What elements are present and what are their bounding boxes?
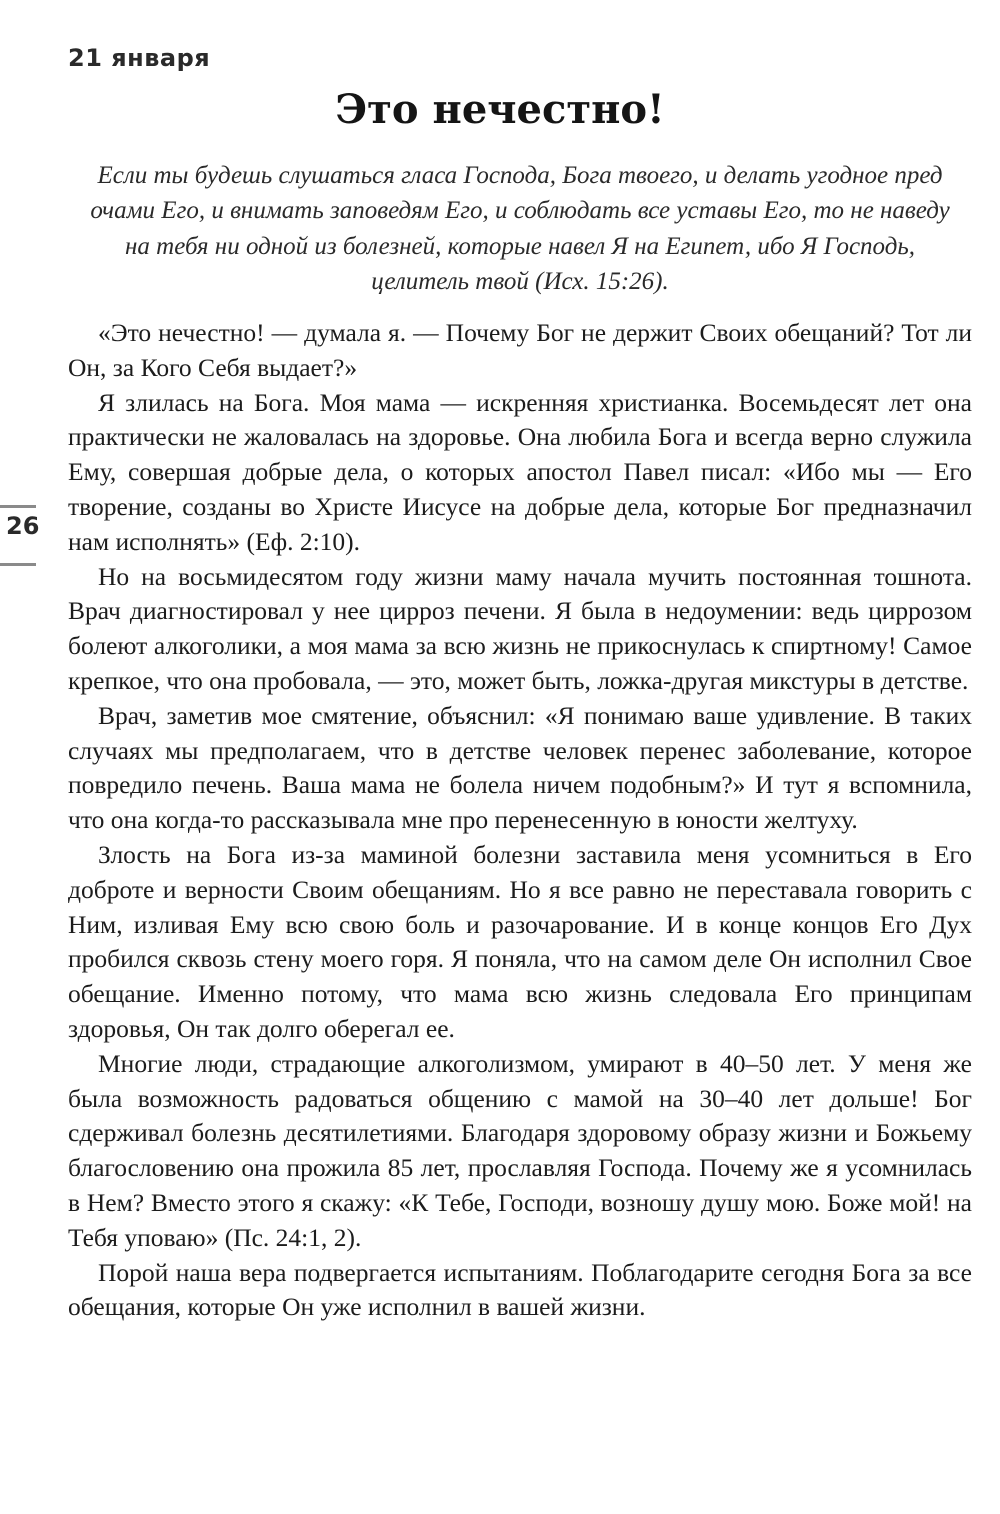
page-number-rule-top	[0, 505, 36, 508]
paragraph: Но на восьмидесятом году жизни маму начала мучить постоянная тошнота. Врач диагностировал у нее цирроз печени. Я была в недоумении: ведь циррозом болеют алкоголики, а моя мама за всю жизнь не прикоснулась к спиртному! Самое крепкое, что она пробовала, — это, может быть, ложка-другая микстуры в детстве.	[68, 561, 972, 695]
paragraph: Я злилась на Бога. Моя мама — искренняя христианка. Восемьдесят лет она практически не жаловалась на здоровье. Она любила Бога и всегда верно служила Ему, совершая добрые дела, о которых апостол Павел писал: «Ибо мы — Его творение, созданы во Христе Иисусе на добрые дела, которые Бог предназначил нам исполнять» (Еф. 2:10).	[68, 387, 972, 556]
paragraph: «Это нечестно! — думала я. — Почему Бог не держит Своих обещаний? Тот ли Он, за Кого Себя выдает?»	[68, 318, 972, 382]
paragraph: Порой наша вера подвергается испытаниям. Поблагодарите сегодня Бога за все обещания, которые Он уже исполнил в вашей жизни.	[68, 1257, 972, 1322]
article-body	[68, 316, 972, 1325]
page-number-rule-bottom	[0, 563, 36, 566]
paragraph: Злость на Бога из-за маминой болезни заставила меня усомниться в Его доброте и верности Своим обещаниям. Но я все равно не переставала говорить с Ним, изливая Ему всю свою боль и разочарование. И в конце концов Его Дух пробился сквозь стену моего горя. Я поняла, что на самом деле Он исполнил Свое обещание. Именно потому, что мама всю жизнь следовала Его принципам здоровья, Он так долго оберегал ее.	[68, 839, 972, 1043]
paragraph: Многие люди, страдающие алкоголизмом, умирают в 40–50 лет. У меня же была возможность радоваться общению с мамой на 30–40 лет дольше! Бог сдерживал болезнь десятилетиями. Благодаря здоровому образу жизни и Божьему благословению она прожила 85 лет, прославляя Господа. Почему же я усомнилась в Нем? Вместо этого я скажу: «К Тебе, Господи, возношу душу мою. Боже мой! на Тебя уповаю» (Пс. 24:1, 2).	[68, 1048, 972, 1252]
page-number: 26	[6, 512, 40, 540]
page-date: 21 января	[68, 44, 211, 72]
epigraph-quote: Если ты будешь слушаться гласа Господа, Бога твоего, и делать угодное пред очами Его, и внимать заповедям Его, и соблюдать все уставы Его, то не наведу на тебя ни одной из болезней, которые навел Я на Египет, ибо Я Господь, целитель твой (Исх. 15:26).	[90, 162, 950, 295]
paragraph: Врач, заметив мое смятение, объяснил: «Я понимаю ваше удивление. В таких случаях мы предполагаем, что в детстве человек перенес заболевание, которое повредило печень. Ваша мама не болела ничем подобным?» И тут я вспомнила, что она когда-то рассказывала мне про перенесенную в юности желтуху.	[68, 700, 972, 835]
page-title: Это нечестно!	[335, 86, 665, 133]
